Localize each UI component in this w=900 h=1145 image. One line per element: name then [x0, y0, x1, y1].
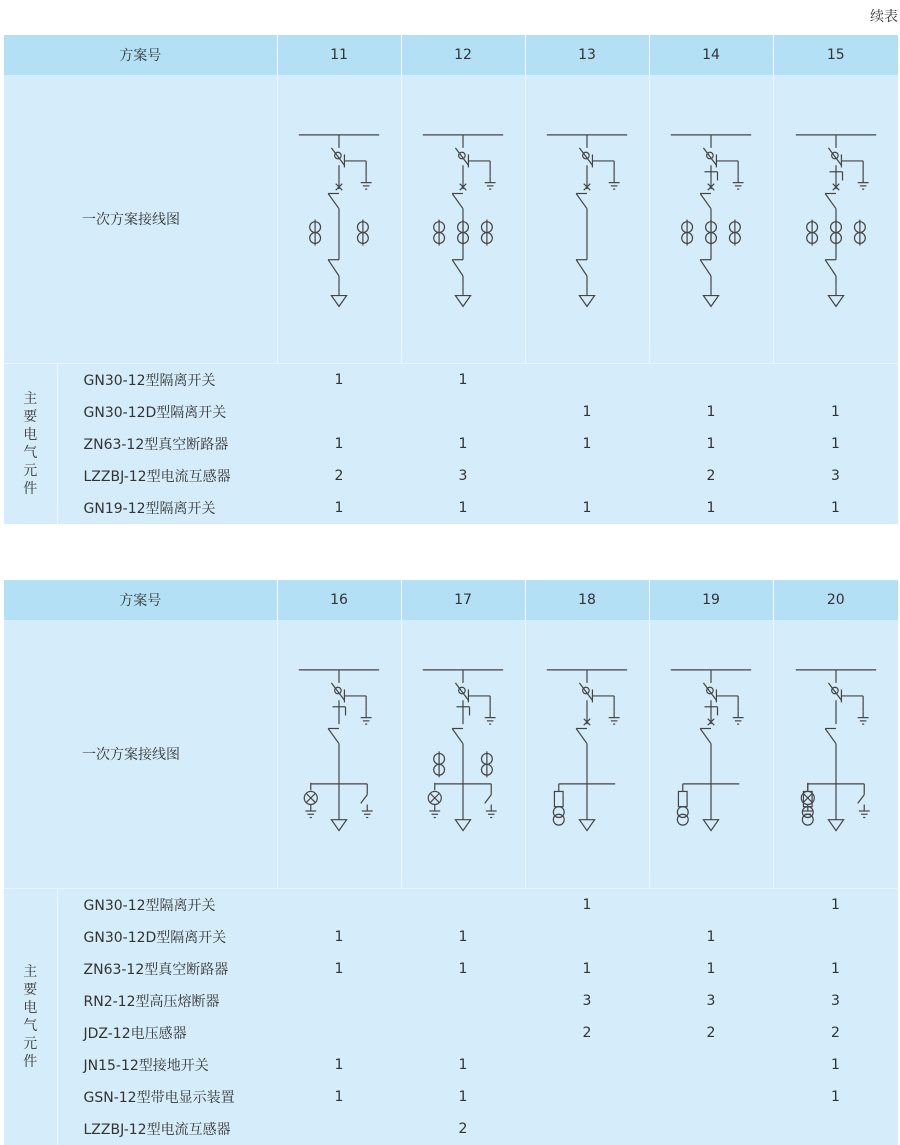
scheme-number: 11: [277, 35, 401, 75]
component-qty: 1: [773, 492, 898, 524]
component-qty: [401, 396, 525, 428]
component-name: JDZ-12电压感器: [57, 1017, 277, 1049]
component-qty: 1: [277, 1081, 401, 1113]
wiring-diagram-cell: [525, 620, 649, 888]
component-qty: [525, 460, 649, 492]
component-qty: [401, 985, 525, 1017]
component-qty: 1: [401, 953, 525, 985]
component-qty: [525, 1081, 649, 1113]
component-name: GN19-12型隔离开关: [57, 492, 277, 524]
component-row: [4, 1081, 898, 1113]
component-row: [4, 1113, 898, 1145]
component-qty: 1: [773, 1049, 898, 1081]
component-qty: [525, 1049, 649, 1081]
component-row: [4, 460, 898, 492]
component-row: [4, 1017, 898, 1049]
component-name: LZZBJ-12型电流互感器: [57, 1113, 277, 1145]
scheme-number: 12: [401, 35, 525, 75]
component-qty: 2: [401, 1113, 525, 1145]
component-qty: 1: [649, 492, 773, 524]
component-qty: 1: [525, 492, 649, 524]
component-qty: 1: [649, 953, 773, 985]
component-name: GN30-12型隔离开关: [57, 363, 277, 396]
component-name: GN30-12型隔离开关: [57, 888, 277, 921]
component-name: JN15-12型接地开关: [57, 1049, 277, 1081]
component-qty: 1: [525, 888, 649, 921]
wiring-diagram-cell: [773, 75, 898, 363]
component-qty: 1: [649, 921, 773, 953]
component-qty: 1: [401, 1081, 525, 1113]
wiring-diagram-cell: [525, 75, 649, 363]
component-qty: 1: [525, 953, 649, 985]
component-qty: [277, 396, 401, 428]
category-label: 主要电气元件: [23, 390, 38, 497]
component-qty: 1: [401, 492, 525, 524]
scheme-number: 17: [401, 580, 525, 620]
wiring-diagram-icon: [408, 659, 518, 849]
wiring-diagram-icon: [408, 124, 518, 314]
scheme-table-2: [4, 580, 898, 1145]
component-qty: [277, 1017, 401, 1049]
wiring-diagram-cell: [649, 620, 773, 888]
wiring-diagram-icon: [656, 659, 766, 849]
component-qty: 2: [525, 1017, 649, 1049]
component-qty: [773, 1113, 898, 1145]
component-qty: 1: [525, 396, 649, 428]
diagram-row-label: 一次方案接线图: [4, 75, 277, 363]
wiring-diagram-icon: [656, 124, 766, 314]
component-qty: [401, 1017, 525, 1049]
category-label: 主要电气元件: [23, 963, 38, 1070]
component-qty: [649, 888, 773, 921]
continued-label: 续表: [870, 9, 898, 25]
component-qty: 1: [773, 428, 898, 460]
scheme-number: 18: [525, 580, 649, 620]
diagram-row-label: 一次方案接线图: [4, 620, 277, 888]
component-row: [4, 492, 898, 524]
wiring-diagram-icon: [781, 659, 891, 849]
component-row: [4, 953, 898, 985]
component-qty: [773, 921, 898, 953]
component-qty: 1: [277, 921, 401, 953]
wiring-diagram-cell: [773, 620, 898, 888]
component-qty: [277, 888, 401, 921]
component-qty: 1: [277, 492, 401, 524]
component-row: [4, 396, 898, 428]
wiring-diagram-icon: [284, 124, 394, 314]
wiring-diagram-icon: [781, 124, 891, 314]
scheme-number: 16: [277, 580, 401, 620]
component-qty: 1: [649, 428, 773, 460]
table-header-row: [4, 580, 898, 620]
component-name: GN30-12D型隔离开关: [57, 396, 277, 428]
category-label-cell: [4, 363, 57, 524]
component-qty: 1: [277, 953, 401, 985]
component-qty: 3: [525, 985, 649, 1017]
component-qty: 1: [401, 363, 525, 396]
component-qty: 1: [401, 1049, 525, 1081]
component-qty: [277, 1113, 401, 1145]
component-qty: 1: [773, 1081, 898, 1113]
component-row: [4, 363, 898, 396]
scheme-number: 15: [773, 35, 898, 75]
component-qty: 1: [277, 363, 401, 396]
diagram-row: [4, 75, 898, 363]
component-name: ZN63-12型真空断路器: [57, 953, 277, 985]
component-row: [4, 1049, 898, 1081]
wiring-diagram-cell: [401, 75, 525, 363]
component-qty: [401, 888, 525, 921]
wiring-diagram-icon: [284, 659, 394, 849]
component-name: RN2-12型高压熔断器: [57, 985, 277, 1017]
wiring-diagram-icon: [532, 659, 642, 849]
scheme-number: 14: [649, 35, 773, 75]
component-qty: 3: [649, 985, 773, 1017]
component-qty: 1: [525, 428, 649, 460]
component-qty: 1: [773, 953, 898, 985]
component-qty: 2: [649, 460, 773, 492]
component-name: LZZBJ-12型电流互感器: [57, 460, 277, 492]
table-header-row: [4, 35, 898, 75]
component-qty: 2: [649, 1017, 773, 1049]
component-qty: 3: [773, 985, 898, 1017]
component-name: GSN-12型带电显示装置: [57, 1081, 277, 1113]
component-qty: 1: [277, 428, 401, 460]
component-name: GN30-12D型隔离开关: [57, 921, 277, 953]
component-qty: [649, 1049, 773, 1081]
component-qty: 1: [277, 1049, 401, 1081]
component-qty: [773, 363, 898, 396]
wiring-diagram-icon: [532, 124, 642, 314]
component-row: [4, 888, 898, 921]
component-qty: 2: [773, 1017, 898, 1049]
scheme-table-1: [4, 35, 898, 524]
scheme-number: 20: [773, 580, 898, 620]
component-qty: 1: [649, 396, 773, 428]
component-qty: [649, 1081, 773, 1113]
component-qty: [525, 1113, 649, 1145]
component-qty: 3: [773, 460, 898, 492]
scheme-number: 19: [649, 580, 773, 620]
component-qty: 2: [277, 460, 401, 492]
component-qty: 1: [773, 888, 898, 921]
component-row: [4, 985, 898, 1017]
wiring-diagram-cell: [277, 75, 401, 363]
category-label-cell: [4, 888, 57, 1145]
scheme-number: 13: [525, 35, 649, 75]
component-name: ZN63-12型真空断路器: [57, 428, 277, 460]
component-qty: 1: [401, 428, 525, 460]
wiring-diagram-cell: [277, 620, 401, 888]
wiring-diagram-cell: [649, 75, 773, 363]
scheme-header: 方案号: [4, 580, 277, 620]
component-qty: 1: [401, 921, 525, 953]
component-row: [4, 921, 898, 953]
scheme-header: 方案号: [4, 35, 277, 75]
component-qty: [525, 363, 649, 396]
component-qty: [277, 985, 401, 1017]
component-qty: [649, 363, 773, 396]
component-qty: [525, 921, 649, 953]
component-qty: 3: [401, 460, 525, 492]
component-qty: 1: [773, 396, 898, 428]
component-qty: [649, 1113, 773, 1145]
component-row: [4, 428, 898, 460]
diagram-row: [4, 620, 898, 888]
wiring-diagram-cell: [401, 620, 525, 888]
